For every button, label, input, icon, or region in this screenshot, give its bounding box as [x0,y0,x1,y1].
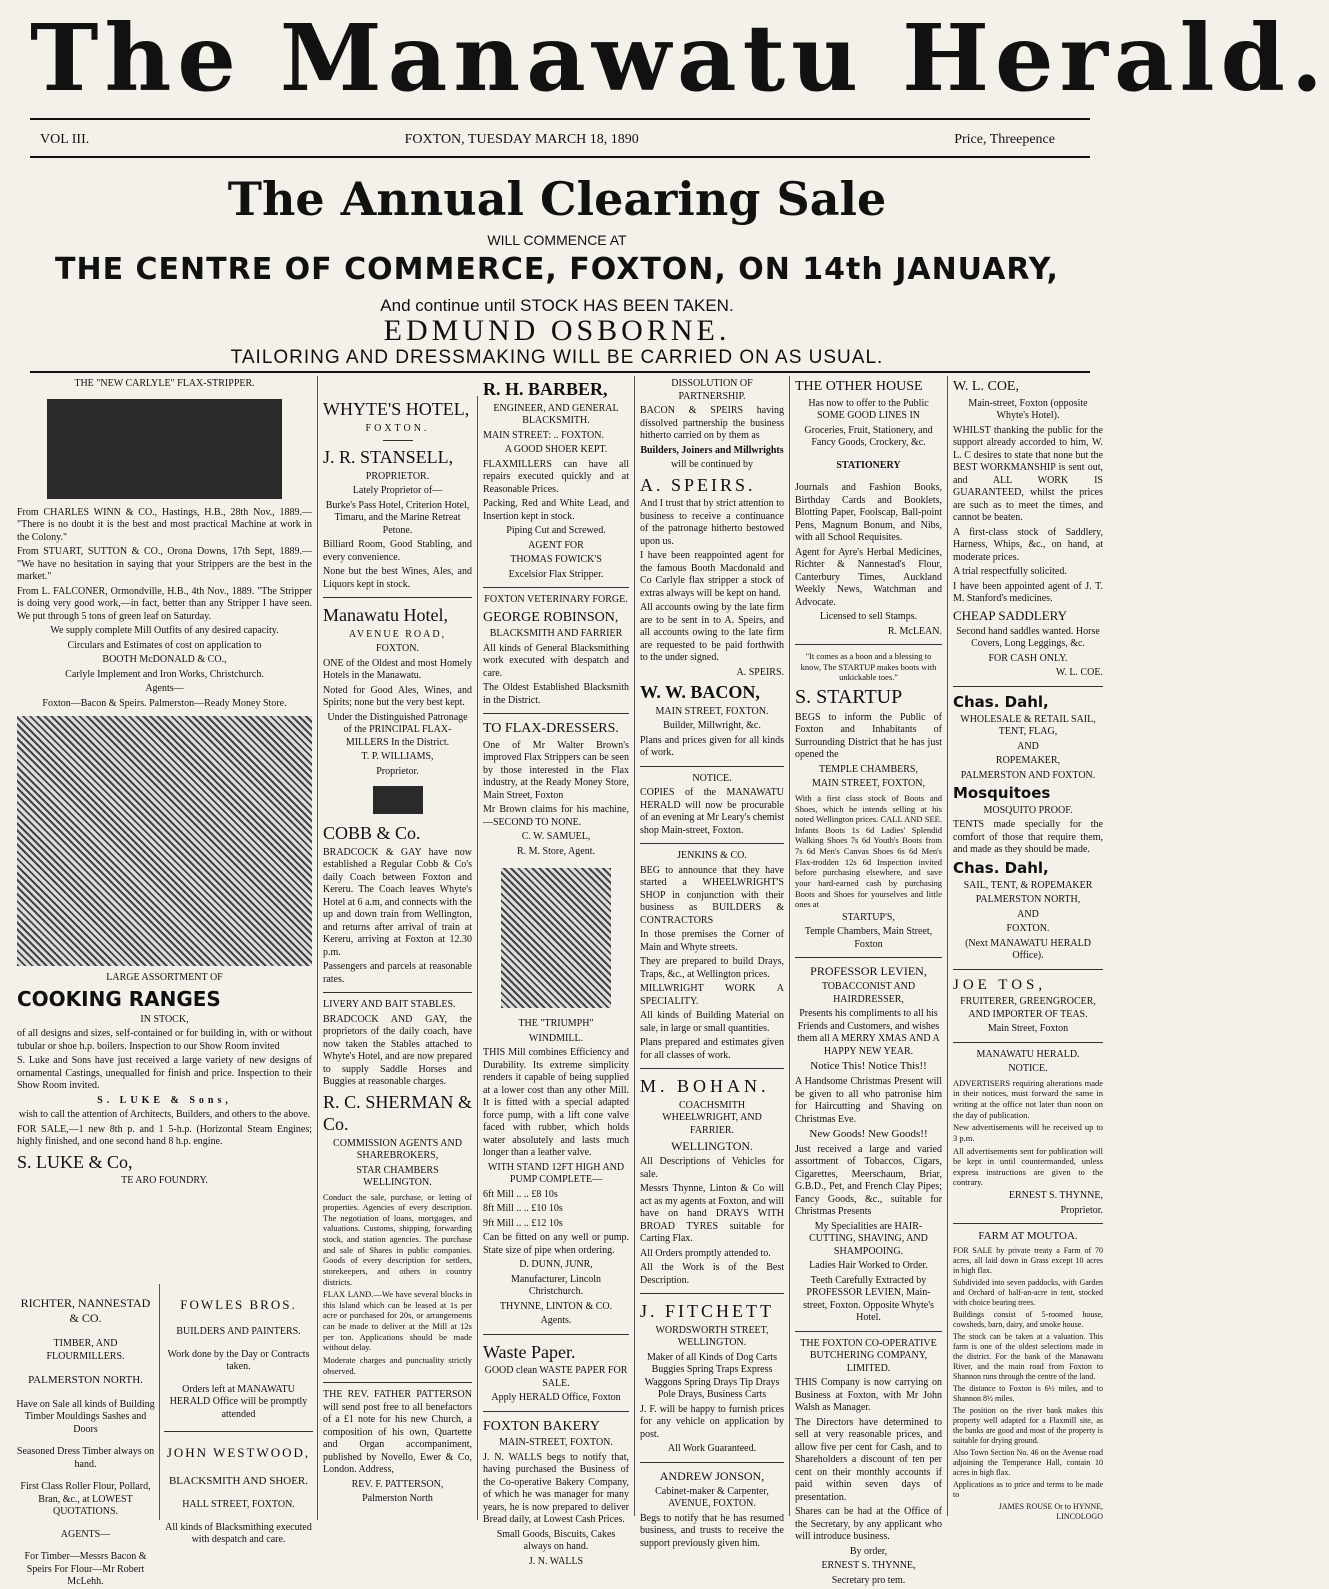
wines: None but the best Wines, Ales, and Liquors kept in stock. [323,566,472,590]
advertisers: ADVERTISERS requiring alterations made in their notices, must forward the same in writing at the office not later than noon on the day of publication. [953,1077,1103,1120]
other-house: THE OTHER HOUSE [795,379,923,394]
sep [323,992,472,993]
banner-will: WILL COMMENCE AT [487,232,627,248]
stamps: Licensed to sell Stamps. [819,611,918,622]
walls-notice: J. N. WALLS begs to notify that, having purchased the Business of the Co-operative Bakery Company, of which he was manager for many years, he is now prepared to deliver Bread daily, at Lowest Cash Prices. [483,1451,629,1525]
richter-ad [12,1284,160,1588]
whytes-hotel: WHYTE'S HOTEL, [323,399,470,419]
butchering-directors: The Directors have determined to sell at very reasonable prices, and allow five per cent for Cash, and to Shareholders a discount of ten per cent on their monthly accounts if paid within seven days of presentation. [795,1416,942,1503]
sep [483,1334,629,1335]
brown-claims: Mr Brown claims for his machine,—SECOND TO NONE. [483,804,629,828]
butchering-company: THIS Company is now carrying on Business at Foxton, with Mr John Walsh as Manager. [795,1377,942,1414]
waste-paper: Waste Paper. [483,1341,576,1362]
sep [640,1068,784,1069]
crest-illustration [373,786,423,814]
plans-prepared: Plans prepared and estimates given for all classes of work. [640,1037,784,1061]
startup-begs: BEGS to inform the Public of Foxton and Inhabitants of Surrounding District that he has just opened the [795,711,942,761]
secretary-pro-tem: Secretary pro tem. [831,1574,906,1586]
farm-stock: The stock can be taken at a valuation. This farm is one of the oldest selections made in the district. For the bank of the Manawatu River, and the main road from Foxton to Shannon runs through the centre of the land. [953,1331,1103,1381]
booth-works: Carlyle Implement and Iron Works, Christchurch. [65,668,264,680]
sep [795,957,942,958]
windmill-stand: WITH STAND 12FT HIGH AND PUMP COMPLETE— [487,1161,625,1185]
luke-attention: wish to call the attention of Architects, Builders, and others to the above. [18,1109,311,1120]
barber-fowick: THOMAS FOWICK'S [510,554,602,565]
copies-herald: COPIES of the MANAWATU HERALD will now be procurable of an evening at Mr Leary's chemist shop Main-street, Foxton. [640,787,784,836]
speirs-trust: And I trust that by strict attention to business to receive a continuance of the patronage hitherto bestowed upon us. [640,498,784,547]
cooking-range-illustration [17,716,312,966]
samuel: C. W. SAMUEL, [521,831,591,842]
windmill-illustration [501,868,611,1008]
banner-continue: And continue until STOCK HAS BEEN TAKEN. [380,296,734,315]
bakery-street: MAIN-STREET, FOXTON. [499,1437,613,1448]
avenue-road: AVENUE ROAD, [348,628,447,640]
westwood-trade: BLACKSMITH AND SHOER. [168,1474,309,1487]
windmill-fitted: Can be fitted on any well or pump. State size of pipe when ordering. [483,1232,629,1256]
issue-date: FOXTON, TUESDAY MARCH 18, 1890 [404,132,639,147]
tos-trade: FRUITERER, GREENGROCER, AND IMPORTER OF TEAS. [960,996,1096,1020]
sep [953,1223,1103,1224]
startups: STARTUP'S, [842,911,895,923]
levien: PROFESSOR LEVIEN, [810,964,927,979]
specialities: My Specialities are HAIR-CUTTING, SHAVING, AND SHAMPOOING. [809,1220,928,1257]
foxton-bakery: FOXTON BAKERY [483,1418,600,1434]
all-ads: All advertisements sent for publication will be kept in until countermanded, unless express instructions are given to the contrary. [953,1145,1103,1188]
stationery-head: STATIONERY [836,459,901,471]
building-material: All kinds of Building Material on sale, in large or small quantities. [640,1010,784,1034]
dateline-rule [30,156,1090,158]
dahl-palmerston: PALMERSTON NORTH, [975,894,1081,905]
lately: Lately Proprietor of— [352,485,443,496]
farm-distance: The distance to Foxton is 6½ miles, and to Shannon 8½ miles. [953,1383,1103,1403]
richter-agents-list: For Timber—Messrs Bacon & Speirs For Flour—Mr Robert McLehh. [24,1551,147,1588]
te-aro-foundry: TE ARO FOUNDRY. [121,1175,208,1186]
sep [483,587,629,588]
in-stock: IN STOCK, [140,1013,189,1025]
moderate: Moderate charges and punctuality strictly observed. [323,1354,472,1376]
barber-excelsior: Excelsior Flax Stripper. [508,568,604,580]
patterson: THE REV. FATHER PATTERSON will send post free to all benefactors of a £1 note for his new Church, a composition of his own, Quartette and Organ accompaniment, published by Novello, Ewer & Co, London. Address, [323,1389,472,1476]
speirs-agent: I have been reappointed agent for the famous Booth Macdonald and Co Carlyle flax stripper a stock of extras always will be kept on hand. [640,550,784,599]
walls-sign: J. N. WALLS [528,1555,584,1567]
column-4 [635,376,790,1549]
sep [483,1411,629,1412]
burkes: Burke's Pass Hotel, Criterion Hotel, Timaru, and the Marine Retreat Petone. [325,499,470,536]
sep [953,969,1103,970]
barber-packing: Packing, Red and White Lead, and Insertion kept in stock. [483,498,629,522]
bacon-trade: Builder, Millwright, &c. [663,720,761,731]
coe-street: Main-street, Foxton (opposite Whyte's Hotel). [968,397,1088,421]
banner-name: EDMUND OSBORNE. [383,314,731,347]
richter-seasoned: Seasoned Dress Timber always on hand. [16,1446,155,1470]
journals: Journals and Fashion Books, Birthday Cards and Booklets, Blotting Paper, Foolscap, Ball-point Pens, Magnum Bonum, and Nibs, with all School Requisites. [795,482,942,543]
guaranteed: All Work Guaranteed. [667,1443,757,1454]
butchering-shares: Shares can be had at the Office of the Secretary, by any applicant who will introduce business. [795,1506,942,1543]
dateline [40,132,1055,148]
williams: T. P. WILLIAMS, [361,751,434,762]
thynne-secretary: ERNEST S. THYNNE, [821,1560,916,1572]
barber-flaxmillers: FLAXMILLERS can have all repairs executed quickly and at Reasonable Prices. [483,458,629,495]
richter-agents: AGENTS— [60,1528,111,1540]
dahl-sail: SAIL, TENT, & ROPEMAKER [963,879,1093,891]
herald-head: MANAWATU HERALD. [976,1048,1080,1060]
richter-timber: Have on Sale all kinds of Building Timber Mouldings Sashes and Doors [16,1398,155,1435]
farm-applications: Applications as to price and terms to be made to [953,1479,1103,1499]
dahl-foxton: FOXTON. [1006,923,1050,934]
a-speirs: A. SPEIRS. [640,474,756,495]
mosquito-proof: MOSQUITO PROOF. [983,804,1073,816]
orders: All Orders promptly attended to. [640,1247,771,1259]
tents: TENTS made specially for the comfort of those that require them, and made as they should be made. [953,819,1103,856]
coe-sign: W. L. COE. [1055,667,1103,679]
richter-trade: TIMBER, AND FLOURMILLERS. [46,1338,125,1362]
m-bohan: M. BOHAN. [640,1076,770,1096]
fowles-orders: Orders left at MANAWATU HERALD Office will be promptly attended [169,1383,308,1420]
fowles-ad [160,1284,318,1546]
stansell-proprietor: PROPRIETOR. [365,470,430,482]
richter-place: PALMERSTON NORTH. [28,1374,143,1386]
sep [383,440,413,441]
fitchett: J. FITCHETT [640,1301,774,1321]
barber: R. H. BARBER, [483,379,608,399]
jenkins-premises: In those premises the Corner of Main and Whyte streets. [640,929,784,953]
farm-subdivided: Subdivided into seven paddocks, with Garden and Orchard of half-an-acre in tent, stocked with choice bearing trees. [953,1277,1103,1307]
patterson-place: Palmerston North [362,1493,433,1505]
masthead: The Manawatu Herald. [30,4,1329,112]
dissolution: DISSOLUTION OF PARTNERSHIP. [671,378,753,402]
testimonial-3: From L. FALCONER, Ormondville, H.B., 4th Nov., 1889. "The Stripper is doing very good work,—in fact, better than any Stripper I have seen. We put through 5 tons of green leaf on Saturday. [17,585,312,622]
dahl-next: (Next MANAWATU HERALD Office). [965,937,1091,961]
patterson-name: REV. F. PATTERSON, [351,1478,444,1490]
livery-desc: BRADCOCK AND GAY, the proprietors of the daily coach, have now taken the Stables attached to Whyte's Hotel, and are now prepared to supply Saddle Horses and Buggies at reasonable charges. [323,1013,472,1087]
startup-stock: With a first class stock of Boots and Shoes, which he intends selling at his noted Wellington prices. CALL AND SEE. Infants Boots 1s 6d Ladies' Splendid Walking Shoes 7s 6d Youth's Boots from 7s 6d Men's Canvas Shoes 6s 6d Men's Flax-trodden 12s 6d Inspection invited before purchasing elsewhere, and save your hard-earned cash by purchasing Boots and Shoes for yourselves and little ones at [795,792,942,910]
flax-stripper-head: THE "NEW CARLYLE" FLAX-STRIPPER. [74,378,255,389]
small-goods: Small Goods, Biscuits, Cakes always on hand. [496,1528,616,1552]
new-goods: New Goods! New Goods!! [809,1128,928,1140]
temple-chambers: TEMPLE CHAMBERS, [819,763,918,775]
flax-stripper-illustration [47,399,282,499]
teeth: Teeth Carefully Extracted by PROFESSOR LEVIEN, Main-street, Foxton. Opposite Whyte's Hotel. [803,1274,934,1324]
builders-joiners: Builders, Joiners and Millwrights [640,444,784,456]
price: Price, Threepence [954,132,1055,147]
mh-patronage: Under the Distinguished Patronage of the PRINCIPAL FLAX-MILLERS In the District. [327,711,468,748]
thynne-agents-bohan: Messrs Thynne, Linton & Co will act as my agents at Foxton, and will have on hand DRAYS WITH BROAD TYRES suitable for Carting Flax. [640,1183,784,1244]
thynne-linton: THYNNE, LINTON & CO. [499,1300,613,1312]
banner-rule [30,371,1090,373]
booth-name: BOOTH McDONALD & CO., [102,654,227,665]
robinson: GEORGE ROBINSON, [483,609,619,625]
herald-thynne: ERNEST S. THYNNE, [1008,1190,1103,1201]
coe-saddlery: A first-class stock of Saddlery, Harness, Whips, &c., on hand, at moderate prices. [953,526,1103,563]
dahl-ropemaker: ROPEMAKER, [995,755,1061,766]
bacon-street: MAIN STREET, FOXTON. [655,705,769,717]
westwood-name: JOHN WESTWOOD, [166,1445,311,1461]
sep [323,1382,472,1383]
agents-label: Agents— [145,683,184,694]
startup: S. STARTUP [795,685,903,708]
levien-trade: TOBACCONIST AND HAIRDRESSER, [821,981,916,1005]
levien-compliments: Presents his compliments to all his Friends and Customers, and wishes them all A MERRY XMAS AND A HAPPY NEW YEAR. [797,1008,940,1057]
sep [640,1462,784,1463]
boon: "It comes as a boon and a blessing to know, The STARTUP makes boots with unkickable toes." [800,651,937,683]
windmill: WINDMILL. [528,1032,584,1044]
farm-moutoa: FARM AT MOUTOA. [978,1230,1078,1242]
testimonial-2: From STUART, SUTTON & CO., Orona Downs, 17th Sept, 1889.— "We have no hesitation in saying that your Strippers are the best in the market." [17,546,312,582]
ww-bacon: W. W. BACON, [640,682,760,702]
mh-foxton: FOXTON. [376,643,419,654]
column-6 [948,376,1108,1521]
best-work: All the Work is of the Best Description. [640,1262,784,1286]
ladies-hair: Ladies Hair Worked to Order. [809,1260,928,1272]
volume: VOL III. [40,132,90,147]
dunn: D. DUNN, JUNR, [519,1259,593,1270]
cheap-saddlery: CHEAP SADDLERY [953,607,1068,623]
bacon-speirs: BACON & SPEIRS having dissolved partnership the business hitherto carried on by them as [640,405,784,441]
by-order: By order, [849,1545,888,1557]
dahl-and-2: AND [1017,908,1039,920]
sep [640,766,784,767]
windmill-desc: THIS Mill combines Efficiency and Durability. Its extreme simplicity renders it capable of being supplied at a lower cost than any other Mill. It is fitted with a special adapted force pump, with a lift cone valve faced with rubber, which holds water absolutely and lasts much longer than a leather valve. [483,1047,629,1158]
ranges-desc: of all designs and sizes, self-contained or for building in, with or without tubular or shoe h.p. boilers. Inspection to our Show Room invited [17,1028,312,1052]
triumph: THE "TRIUMPH" [518,1018,594,1029]
farm-position: The position on the river bank makes this property well adapted for a Flaxmill site, as the banks are good and most of the property is suitable for drying ground. [953,1405,1103,1445]
jenkins: JENKINS & CO. [677,850,747,861]
veterinary-forge: FOXTON VETERINARY FORGE. [484,594,628,605]
testimonial-1: From CHARLES WINN & CO., Hastings, H.B., 28th Nov., 1889.— "There is no doubt it is the best and most practical Machine at work in the Colony." [17,506,312,543]
price-6ft: 6ft Mill .. .. £8 10s [483,1188,558,1200]
bacon-plans: Plans and prices given for all kinds of work. [640,734,784,758]
new-ads: New advertisements will be received up to 3 p.m. [953,1122,1103,1143]
startup-place: Temple Chambers, Main Street, Foxton [804,926,933,950]
fitchett-prices: J. F. will be happy to furnish prices for any vehicle on application by post. [640,1403,784,1440]
billiard: Billiard Room, Good Stabling, and every convenience. [323,539,472,563]
richter-flour: First Class Roller Flour, Pollard, Bran, &c., at LOWEST QUOTATIONS. [20,1481,151,1518]
second-hand: Second hand saddles wanted. Horse Covers, Long Leggings, &c. [956,625,1100,650]
cobb-passengers: Passengers and parcels at reasonable rates. [323,961,472,985]
sep [323,597,472,598]
joe-tos: JOE TOS, [953,976,1047,993]
robinson-oldest: The Oldest Established Blacksmith in the District. [483,682,629,706]
castings-desc: S. Luke and Sons have just received a large variety of new designs of ornamental Castings, unequalled for finish and price. Inspection to their Show Room invited. [17,1055,312,1091]
fowles-trade: BUILDERS AND PAINTERS. [176,1326,301,1338]
coe: W. L. COE, [953,379,1019,394]
sep [953,686,1103,687]
banner-centre: THE CENTRE OF COMMERCE, FOXTON, ON 14th JANUARY, [55,252,1059,287]
banner-title: The Annual Clearing Sale [227,172,887,226]
fowles-name: FOWLES BROS. [180,1297,297,1312]
thynne-agents: Agents. [540,1315,572,1326]
tos-street: Main Street, Foxton [987,1023,1069,1035]
mill-outfits: We supply complete Mill Outfits of any desired capacity. [50,625,279,636]
sherman-trade: COMMISSION AGENTS AND SHAREBROKERS, [333,1137,462,1161]
coe-trial: A trial respectfully solicited. [953,566,1067,577]
sherman-desc: Conduct the sale, purchase, or letting of properties. Agencies of every description. The negotiation of loans, mortgages, and valuations. Customs, shipping, forwarding stock, and station agencies. The purchase and sale of Shares in public companies. Goods of every description for settlers, storekeepers, and others in country districts. [323,1191,472,1287]
dahl-and-1: AND [1017,740,1039,752]
richter-name: RICHTER, NANNESTAD & CO. [20,1296,151,1325]
jonson-notice: Begs to notify that he has resumed business, and trusts to receive the support previously given him. [640,1512,784,1549]
barber-piping: Piping Cut and Screwed. [506,525,606,536]
waste-paper-apply: Apply HERALD Office, Foxton [491,1392,621,1403]
mh-ales: Noted for Good Ales, Wines, and Spirits; none but the very best kept. [323,684,472,708]
coe-whilst: WHILST thanking the public for the support already accorded to him, W. L. C desires to state that none but the BEST WORKMANSHIP is sent out, and ALL WORK IS GUARANTEED, whilst the prices are such as to meet the times, and cannot be beaten. [953,424,1103,523]
livery-head: LIVERY AND BAIT STABLES. [323,999,456,1010]
samuel-store: R. M. Store, Agent. [516,845,596,857]
other-house-offer: Has now to offer to the Public SOME GOOD LINES IN [808,397,929,421]
westwood-place: HALL STREET, FOXTON. [182,1499,295,1511]
sep [795,644,942,645]
fitchett-street: WORDSWORTH STREET, WELLINGTON. [655,1324,769,1348]
notice-head: NOTICE. [692,772,732,784]
bohan-trade: COACHSMITH WHEELWRIGHT, AND FARRIER. [662,1099,762,1136]
butchering: THE FOXTON CO-OPERATIVE BUTCHERING COMPANY, LIMITED. [800,1337,937,1374]
barber-shoer: A GOOD SHOER KEPT. [504,444,608,455]
price-8ft: 8ft Mill .. .. £10 10s [483,1203,563,1214]
column-1 [12,376,318,1284]
sep [640,1293,784,1294]
herald-notice: NOTICE. [1008,1063,1048,1075]
dunn-place: Manufacturer, Lincoln Christchurch. [510,1273,602,1297]
flax-dressers: TO FLAX-DRESSERS. [483,721,619,736]
mclean: R. McLEAN. [887,625,942,637]
startup-street: MAIN STREET, FOXTON, [812,778,925,790]
fowles-sep [164,1431,313,1432]
coe-agent: I have been appointed agent of J. T. M. Stanford's medicines. [953,580,1103,604]
continued-by: will be continued by [671,459,753,470]
circulars: Circulars and Estimates of cost on application to [67,639,262,651]
fowles-work: Work done by the Day or Contracts taken. [167,1348,310,1373]
column-5 [790,376,948,1586]
ranges-assortment: LARGE ASSORTMENT OF [106,972,223,983]
cash-only: FOR CASH ONLY. [988,652,1068,664]
cobb-co: COBB & Co. [323,823,421,843]
stansell: J. R. STANSELL, [323,447,454,467]
banner-tailoring: TAILORING AND DRESSMAKING WILL BE CARRIED ON AS USUAL. [230,347,884,368]
westwood-desc: All kinds of Blacksmithing executed with despatch and care. [165,1521,312,1546]
farm-buildings: Buildings consist of 5-roomed house, cowsheds, barn, dairy, and smoke house. [953,1309,1103,1329]
manawatu-hotel: Manawatu Hotel, [323,605,448,625]
speirs-sign: A. SPEIRS. [736,666,784,678]
williams-proprietor: Proprietor. [376,765,419,777]
price-9ft: 9ft Mill .. .. £12 10s [483,1217,563,1229]
farm-town-section: Also Town Section No. 46 on the Avenue road adjoining the Temperance Hall, contain 10 acres in high flax. [953,1447,1103,1477]
column-3 [478,376,635,1567]
jenkins-announce: BEG to announce that they have started a WHEELWRIGHT'S SHOP in conjunction with their business as BUILDERS & CONTRACTORS [640,864,784,926]
groceries: Groceries, Fruit, Stationery, and Fancy Goods, Crockery, &c. [804,424,933,448]
vehicles: All Descriptions of Vehicles for sale. [640,1156,784,1180]
millwright: MILLWRIGHT WORK A SPECIALITY. [640,983,784,1007]
barber-agent: AGENT FOR [528,539,584,551]
sep [640,843,784,844]
herald-proprietor: Proprietor. [1060,1204,1103,1216]
agents-list: Foxton—Bacon & Speirs. Palmerston—Ready Money Store. [42,697,287,709]
flax-land: FLAX LAND.—We have several blocks in this Island which can be leased at 1s per acre or purchased for 20s, or arrangements can be made to deliver at the Mill at 12s per ton. Applications should be made without delay. [323,1289,472,1353]
sherman-place: STAR CHAMBERS WELLINGTON. [356,1164,439,1188]
robinson-trade: BLACKSMITH AND FARRIER [489,628,623,639]
column-2 [318,396,478,1520]
mosquitoes: Mosquitoes [953,784,1051,802]
sep [953,1042,1103,1043]
brown-stripper: One of Mr Walter Brown's improved Flax Strippers can be seen by those interested in the Flax industry, at the Ready Money Store, Main Street, Foxton [483,739,629,801]
chas-dahl-1: Chas. Dahl, [953,692,1049,711]
luke-sons: S. LUKE & Sons, [97,1094,232,1106]
jonson: ANDREW JONSON, [659,1468,765,1483]
dahl-place-1: PALMERSTON AND FOXTON. [960,769,1096,781]
robinson-desc: All kinds of General Blacksmithing work executed with despatch and care. [483,642,629,679]
mh-oldest: ONE of the Oldest and most Homely Hotels in the Manawatu. [323,657,472,681]
jonson-trade: Cabinet-maker & Carpenter, AVENUE, FOXTON. [655,1485,769,1509]
dahl-wholesale: WHOLESALE & RETAIL SAIL, TENT, FLAG, [960,713,1096,737]
jenkins-drays: They are prepared to build Drays, Traps, &c., at Wellington prices. [640,956,784,980]
cooking-ranges-head: COOKING RANGES [17,986,221,1011]
chas-dahl-2: Chas. Dahl, [953,858,1049,877]
engines-for-sale: FOR SALE,—1 new 8th p. and 1 5-h.p. (Horizontal Steam Engines; highly finished, and one second hand 8 h.p. engine. [17,1123,312,1147]
fitchett-maker: Maker of all Kinds of Dog Carts Buggies Spring Traps Express Waggons Spring Drays Tip Drays Pole Drays, Business Carts [644,1351,780,1400]
top-rule [30,118,1090,120]
speirs-accounts: All accounts owing by the late firm are to be sent in to A. Speirs, and all accounts owing to the late firm are requested to be paid forthwith to the under signed. [640,602,784,663]
farm-sale: FOR SALE by private treaty a Farm of 70 acres, all laid down in Grass except 10 acres in high flax. [953,1245,1103,1275]
sep [795,1331,942,1332]
barber-trade: ENGINEER, AND GENERAL BLACKSMITH. [493,402,619,426]
sherman: R. C. SHERMAN & Co. [323,1091,472,1134]
bohan-place: WELLINGTON. [670,1139,754,1153]
cobb-desc: BRADCOCK & GAY have now established a Regular Cobb & Co's daily Coach between Foxton and Kereru. The Coach leaves Whyte's Hotel at 6 a.m, and connects with the up and down train from Wellington, and returns after arrival of train at Kereru, arriving at Foxton at 12.30 p.m. [323,846,472,958]
ayres: Agent for Ayre's Herbal Medicines, Richter & Nannestad's Flour, Canterbury Times, Auckland Weekly News, Watchman and Advocate. [795,546,942,608]
waste-paper-sale: GOOD clean WASTE PAPER FOR SALE. [484,1365,628,1389]
barber-place: MAIN STREET: .. FOXTON. [483,429,604,441]
christmas-present: A Handsome Christmas Present will be given to all who patronise him for Haircutting and Shaving on Christmas Eve. [795,1076,942,1125]
sep [483,713,629,714]
luke-co: S. LUKE & Co, [17,1151,133,1172]
tobaccos: Just received a large and varied assortment of Tobaccos, Cigars, Cigarettes, Meerschaum, Briar, G.B.D., Pet, and French Clay Pipes; Fancy Goods, &c., suitable for Christmas Presents [795,1143,942,1218]
farm-contact: JAMES ROUSE Or to HYNNE, LINCOLOGO [998,1501,1103,1521]
whytes-foxton: FOXTON. [365,422,430,434]
notice-this: Notice This! Notice This!! [810,1060,927,1073]
